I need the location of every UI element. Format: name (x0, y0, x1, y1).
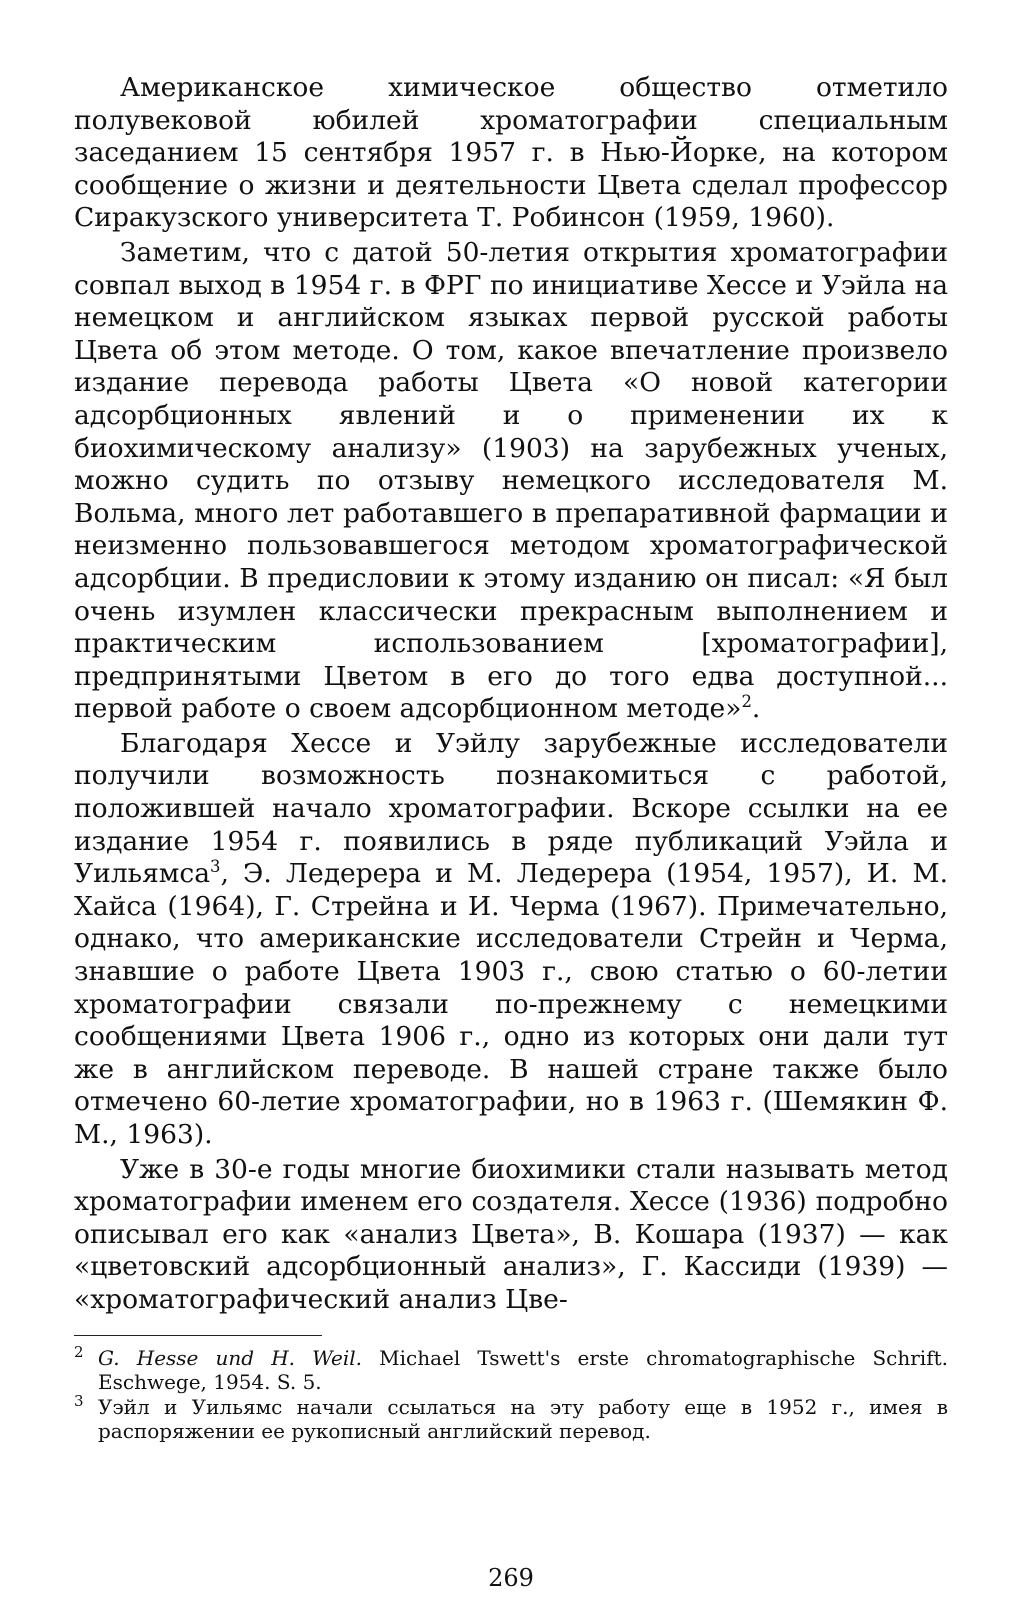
footnote-2: 2 G. Hesse und H. Weil. Michael Tswett's erste chromatographische Schrift. Eschwege, 1954. S. 5. (74, 1342, 949, 1395)
footnote-2-authors: G. Hesse und H. Weil. (98, 1345, 363, 1370)
paragraph-2 (74, 237, 948, 726)
footnote-ref-3: 3 (210, 857, 221, 877)
footnote-ref-2: 2 (741, 692, 752, 712)
paragraph-1: Американское химическое общество отметило полувековой юбилей хроматографии специальным заседанием 15 сентября 1957 г. в Нью-Йорке, на котором сообщение о жизни и деятельности Цвета сделал профессор Сиракузского университета Т. Робинсон (1959, 1960). (74, 72, 948, 234)
paragraph-3-text: Благодаря Хессе и Уэйлу зарубежные исследователи получили возможность познакомиться с работой, положившей начало хроматографии. Вскоре ссылки на ее издание 1954 г. появились в ряде публикаций Уэйла и Уильямса (74, 727, 948, 890)
paragraph-3-rest: , Э. Ледерера и М. Ледерера (1954, 1957), И. М. Хайса (1964), Г. Стрейна и И. Черма (1967). Примечательно, однако, что американские исследователи Стрейн и Черма, знавшие о работе Цвета 1903 г., свою статью о 60-летии хроматографии связали по-прежнему с немецкими сообщениями Цвета 1906 г., одно из которых они дали тут же в английском переводе. В нашей стране также было отмечено 60-летие хроматографии, но в 1963 г. (Шемякин Ф. М., 1963). (74, 858, 948, 1150)
paragraph-3 (74, 728, 948, 1152)
footnote-2-text: Michael Tswett's erste chromatographische Schrift. Eschwege, 1954. S. 5. (98, 1345, 949, 1395)
footnote-3-text: Уэйл и Уильямс начали ссылаться на эту работу еще в 1952 г., имея в распоряжении ее рукописный английский перевод. (98, 1394, 948, 1444)
paragraph-2-end: . (751, 693, 761, 725)
book-page (74, 72, 949, 1592)
footnote-3: 3 Уэйл и Уильямс начали ссылаться на эту работу еще в 1952 г., имея в распоряжении ее рукописный английский перевод. (74, 1391, 948, 1444)
page-number: 269 (488, 1564, 534, 1592)
paragraph-4: Уже в 30-е годы многие биохимики стали называть метод хроматографии именем его создателя. Хессе (1936) подробно описывал его как «анализ Цвета», В. Кошара (1937) — как «цветовский адсорбционный анализ», Г. Кассиди (1939) — «хроматографический анализ Цве- (74, 1153, 948, 1315)
footnote-divider (74, 1335, 322, 1336)
paragraph-2-text: Заметим, что с датой 50-летия открытия хроматографии совпал выход в 1954 г. в ФРГ по инициативе Хессе и Уэйла на немецком и английском языках первой русской работы Цвета об этом методе. О том, какое впечатление произвело издание перевода работы Цвета «О новой категории адсорбционных явлений и о применении их к биохимическому анализу» (1903) на зарубежных ученых, можно судить по отзыву немецкого исследователя М. Вольма, много лет работавшего в препаративной фармации и неизменно пользовавшегося методом хроматографической адсорбции. В предисловии к этому изданию он писал: «Я был очень изумлен классически прекрасным выполнением и практическим использованием [хроматографии], предпринятыми Цветом в его до того едва доступной... первой работе о своем адсорбционном методе» (74, 236, 948, 725)
